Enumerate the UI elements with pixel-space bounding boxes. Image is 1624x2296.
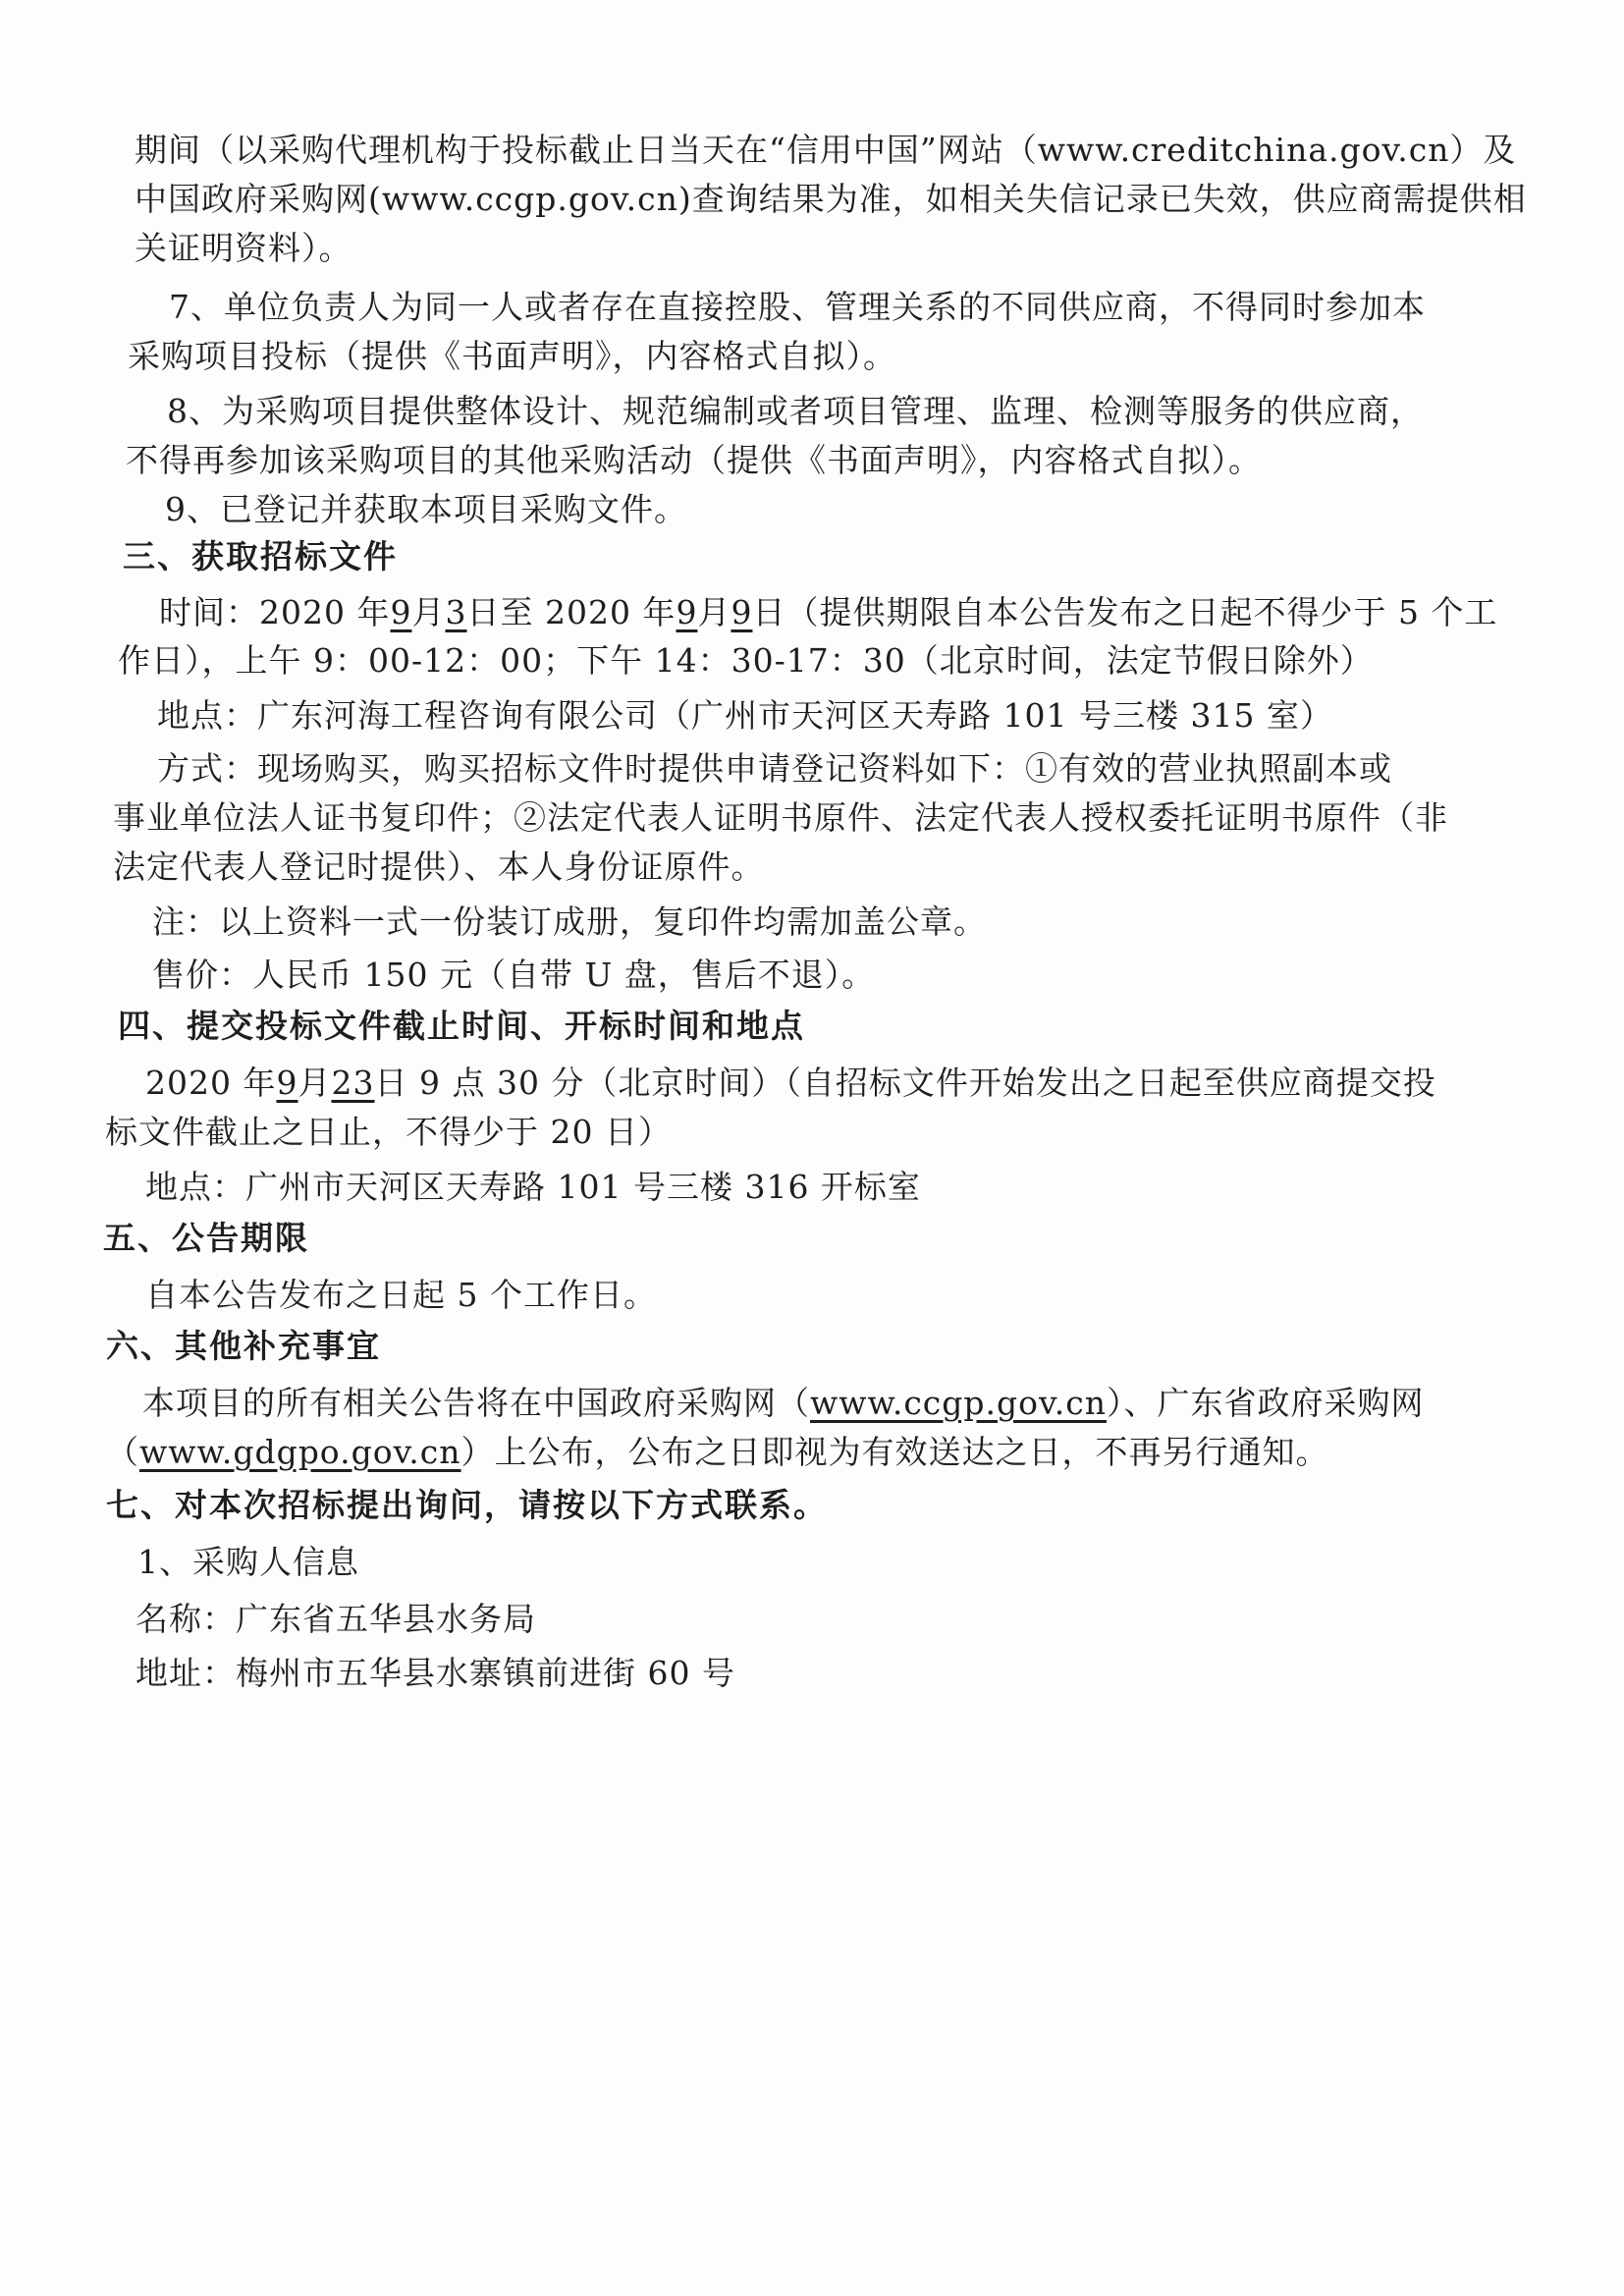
para-6-cont-line-3: 关证明资料）。 (135, 229, 352, 267)
section-4-date-line-2: 标文件截止之日止，不得少于 20 日） (105, 1113, 672, 1151)
section-3-method-line-1: 方式：现场购买，购买招标文件时提供申请登记资料如下：①有效的营业执照副本或 (157, 749, 1392, 788)
time-mid-1: 月 (411, 593, 446, 631)
section-6-heading: 六、其他补充事宜 (106, 1327, 381, 1365)
section-6-line-2 (106, 1432, 1329, 1473)
item-7-line-1: 7、单位负责人为同一人或者存在直接控股、管理关系的不同供应商，不得同时参加本 (169, 288, 1426, 326)
item-8-line-2: 不得再参加该采购项目的其他采购活动（提供《书面声明》，内容格式自拟）。 (126, 441, 1262, 479)
purchaser-name: 名称：广东省五华县水务局 (135, 1600, 536, 1638)
section-7-sub-1: 1、采购人信息 (137, 1543, 359, 1581)
time-suffix: 日（提供期限自本公告发布之日起不得少于 5 个工 (752, 593, 1498, 631)
time-prefix: 时间：2020 年 (159, 593, 391, 631)
date-prefix: 2020 年 (145, 1064, 277, 1102)
item-7-line-2: 采购项目投标（提供《书面声明》，内容格式自拟）。 (128, 337, 896, 375)
section-3-price: 售价：人民币 150 元（自带 U 盘，售后不退）。 (152, 956, 876, 994)
time-month-2: 9 (676, 593, 698, 631)
section-3-method-line-3: 法定代表人登记时提供）、本人身份证原件。 (113, 847, 765, 886)
section-6-line-2-open: （ (106, 1433, 139, 1471)
item-8-line-1: 8、为采购项目提供整体设计、规范编制或者项目管理、监理、检测等服务的供应商， (167, 392, 1424, 430)
date-day: 23 (331, 1064, 375, 1102)
date-suffix: 日 9 点 30 分（北京时间）（自招标文件开始发出之日起至供应商提交投 (374, 1064, 1436, 1102)
para-6-cont-line-1: 期间（以采购代理机构于投标截止日当天在“信用中国”网站（www.creditchina.gov.cn）及 (135, 131, 1517, 169)
section-5-heading: 五、公告期限 (103, 1219, 309, 1257)
time-mid-2: 日至 2020 年 (466, 593, 677, 631)
time-month-1: 9 (390, 593, 412, 631)
purchaser-address: 地址：梅州市五华县水寨镇前进街 60 号 (135, 1654, 735, 1692)
section-7-heading: 七、对本次招标提出询问，请按以下方式联系。 (106, 1486, 828, 1524)
item-9: 9、已登记并获取本项目采购文件。 (165, 490, 687, 528)
date-month: 9 (276, 1064, 298, 1102)
section-5-text: 自本公告发布之日起 5 个工作日。 (145, 1276, 657, 1314)
gdgpo-link[interactable]: www.gdgpo.gov.cn (139, 1433, 461, 1471)
section-3-method-line-2: 事业单位法人证书复印件；②法定代表人证明书原件、法定代表人授权委托证明书原件（非 (113, 798, 1448, 837)
section-6-line-1-prefix: 本项目的所有相关公告将在中国政府采购网（ (142, 1384, 810, 1422)
section-3-note: 注：以上资料一式一份装订成册，复印件均需加盖公章。 (152, 902, 987, 941)
section-4-place: 地点：广州市天河区天寿路 101 号三楼 316 开标室 (145, 1168, 921, 1206)
time-mid-3: 月 (697, 593, 731, 631)
para-6-cont-line-2: 中国政府采购网(www.ccgp.gov.cn)查询结果为准，如相关失信记录已失效，供应商需提供相 (135, 180, 1527, 218)
ccgp-link[interactable]: www.ccgp.gov.cn (810, 1384, 1107, 1422)
section-3-time-line-2: 作日），上午 9：00-12：00；下午 14：30-17：30（北京时间，法定节假日除外） (118, 641, 1374, 680)
time-day-1: 3 (445, 593, 467, 631)
section-3-time-line-1 (159, 592, 1497, 633)
section-6-line-1 (142, 1383, 1424, 1424)
section-3-place: 地点：广东河海工程咨询有限公司（广州市天河区天寿路 101 号三楼 315 室） (157, 696, 1333, 735)
section-4-heading: 四、提交投标文件截止时间、开标时间和地点 (118, 1007, 805, 1045)
date-mid: 月 (298, 1064, 332, 1102)
section-4-date-line-1 (145, 1063, 1436, 1104)
section-6-line-1-suffix: ）、广东省政府采购网 (1106, 1384, 1425, 1422)
time-day-2: 9 (731, 593, 753, 631)
section-3-heading: 三、获取招标文件 (123, 537, 398, 575)
section-6-line-2-suffix: ）上公布，公布之日即视为有效送达之日，不再另行通知。 (460, 1433, 1329, 1471)
